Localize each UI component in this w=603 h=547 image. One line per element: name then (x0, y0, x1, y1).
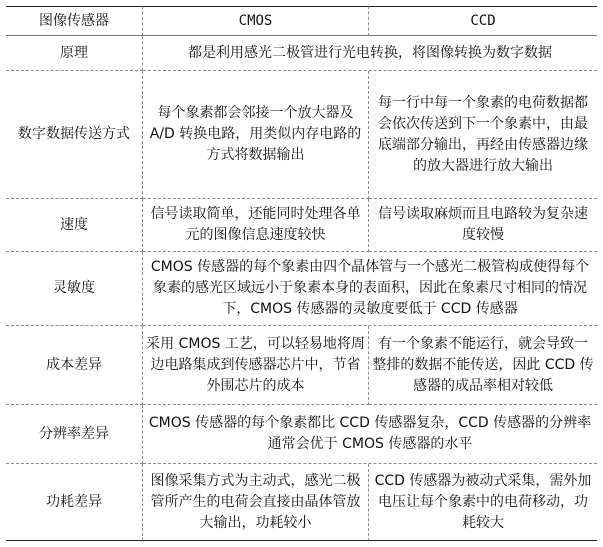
row-label: 成本差异 (6, 326, 143, 405)
table-header-row (6, 6, 597, 36)
cmos-cell: 信号读取简单，还能同时处理各单元的图像信息速度较快 (143, 199, 369, 252)
ccd-cell: 有一个象素不能运行，就会导致一整排的数据不能传送，因此 CCD 传感器的成品率相对较低 (369, 326, 597, 405)
header-cmos: CMOS (143, 6, 369, 36)
table-row-speed (6, 199, 597, 252)
cmos-cell: 图像采集方式为主动式，感光二极管所产生的电荷会直接由晶体管放大输出，功耗较小 (143, 464, 369, 541)
table-row-sensitivity (6, 252, 597, 326)
table-row-principle (6, 36, 597, 71)
row-label: 数字数据传送方式 (6, 71, 143, 199)
table-row-power (6, 464, 597, 541)
comparison-table-wrapper (6, 6, 597, 541)
cmos-cell: 采用 CMOS 工艺，可以轻易地将周边电路集成到传感器芯片中，节省外围芯片的成本 (143, 326, 369, 405)
merged-cell: CMOS 传感器的每个象素都比 CCD 传感器复杂，CCD 传感器的分辨率通常会优于 CMOS 传感器的水平 (143, 405, 597, 464)
cmos-cell: 每个象素都会邻接一个放大器及 A/D 转换电路，用类似内存电路的方式将数据输出 (143, 71, 369, 199)
table-row-transfer (6, 71, 597, 199)
merged-cell: CMOS 传感器的每个象素由四个晶体管与一个感光二极管构成使得每个象素的感光区域远小于象素本身的表面积，因此在象素尺寸相同的情况下，CMOS 传感器的灵敏度要低于 CCD 传感器 (143, 252, 597, 326)
ccd-cell: 信号读取麻烦而且电路较为复杂速度较慢 (369, 199, 597, 252)
table-row-resolution (6, 405, 597, 464)
ccd-cell: 每一行中每一个象素的电荷数据都会依次传送到下一个象素中，由最底端部分输出，再经由传感器边缘的放大器进行放大输出 (369, 71, 597, 199)
table-row-cost (6, 326, 597, 405)
header-ccd: CCD (369, 6, 597, 36)
merged-cell: 都是利用感光二极管进行光电转换，将图像转换为数字数据 (143, 36, 597, 71)
row-label: 原理 (6, 36, 143, 71)
ccd-cell: CCD 传感器为被动式采集，需外加电压让每个象素中的电荷移动，功耗较大 (369, 464, 597, 541)
cmos-ccd-comparison-table (6, 6, 597, 541)
row-label: 灵敏度 (6, 252, 143, 326)
row-label: 功耗差异 (6, 464, 143, 541)
header-sensor: 图像传感器 (6, 6, 143, 36)
row-label: 速度 (6, 199, 143, 252)
row-label: 分辨率差异 (6, 405, 143, 464)
